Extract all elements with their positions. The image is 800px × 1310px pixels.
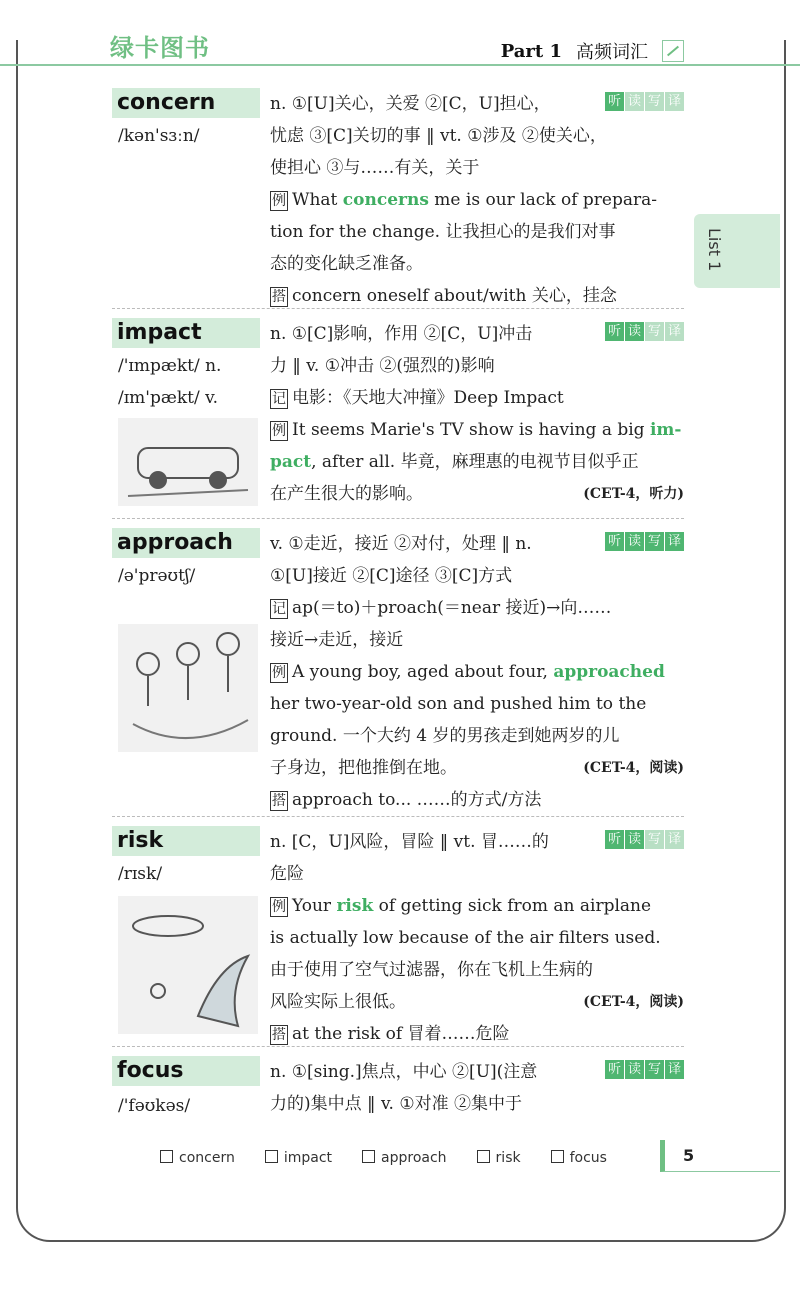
- example: 例 Your risk of getting sick from an airplane: [272, 896, 652, 916]
- example-tag-icon: 例: [272, 193, 286, 209]
- headword: impact: [112, 318, 260, 348]
- memo: 记 ap(＝to)＋proach(＝near 接近)→向……: [272, 598, 612, 618]
- entry-divider: [112, 518, 684, 519]
- practice-badges: 听 读 写 译: [605, 532, 684, 551]
- example: 例 It seems Marie's TV show is having a big im-: [272, 420, 682, 440]
- entry-approach: [112, 528, 684, 808]
- headword: concern: [112, 88, 260, 118]
- entry-divider: [112, 1046, 684, 1047]
- header-rule: [0, 64, 800, 66]
- collocation: 搭 approach to... ……的方式/方法: [272, 790, 542, 810]
- definition: n. ①[sing.]焦点，中心 ②[U](注意 力的)集中点 ‖ v. ①对准 ②集中于: [270, 1062, 538, 1114]
- pronunciation: /kən'sɜːn/: [118, 126, 200, 146]
- pronunciation: /rɪsk/: [118, 864, 163, 884]
- headword: approach: [112, 528, 260, 558]
- practice-badges: 听 读 写 译: [605, 830, 684, 849]
- pencil-icon: [662, 40, 684, 62]
- section-title: 高频词汇: [576, 42, 648, 63]
- shark-illustration: [118, 896, 258, 1034]
- headword: focus: [112, 1056, 260, 1086]
- list-tab[interactable]: List 1: [694, 214, 780, 288]
- pronunciation: /ɪm'pækt/ v.: [118, 388, 219, 408]
- publisher-logo: 绿卡图书: [110, 34, 210, 62]
- running-header: [501, 38, 684, 64]
- memo-tag-icon: 记: [272, 391, 286, 407]
- practice-badges: 听 读 写 译: [605, 92, 684, 111]
- entry-impact: [112, 318, 684, 508]
- example: 例 What concerns me is our lack of prepara-: [272, 190, 657, 210]
- example-tag-icon: 例: [272, 423, 286, 439]
- checklist-item[interactable]: risk: [477, 1150, 521, 1166]
- collocation: 搭 concern oneself about/with 关心，挂念: [272, 286, 617, 306]
- pronunciation: /'ɪmpækt/ n.: [118, 356, 222, 376]
- memo: 记 电影：《天地大冲撞》Deep Impact: [272, 388, 564, 408]
- entry-risk: [112, 826, 684, 1044]
- definition: n. [C，U]风险，冒险 ‖ vt. 冒……的 危险 例 Your risk of getting sick from an airplane is actually low because of the air filters used. 由于使用了空气过滤器，你在飞机上生病的 风险实际上很低。 (CET-4，阅读) 搭 at the risk of 冒着……危险: [270, 826, 684, 1050]
- collocation-tag-icon: 搭: [272, 289, 286, 305]
- collocation-tag-icon: 搭: [272, 793, 286, 809]
- collocation-tag-icon: 搭: [272, 1027, 286, 1043]
- source-label: (CET-4，听力): [583, 486, 684, 502]
- checkbox-icon[interactable]: [160, 1150, 173, 1163]
- children-playing-illustration: [118, 624, 258, 752]
- car-crash-illustration: [118, 418, 258, 506]
- word-checklist: [160, 1150, 607, 1166]
- pronunciation: /'fəʊkəs/: [118, 1096, 191, 1116]
- definition: v. ①走近，接近 ②对付，处理 ‖ n. ①[U]接近 ②[C]途径 ③[C]方式 记 ap(＝to)＋proach(＝near 接近)→向…… 接近→走近，接近 例 A young boy, aged about four, approached her two-year-old son and pushed him to the ground. 一个大约 4 岁的男孩走到她两岁的儿 子身边，把他推倒在地。 (CET-4，阅读) 搭 approach to... ……的方式/方法: [270, 528, 684, 816]
- example-tag-icon: 例: [272, 665, 286, 681]
- headword: risk: [112, 826, 260, 856]
- checklist-item[interactable]: approach: [362, 1150, 447, 1166]
- pronunciation: /ə'prəʊtʃ/: [118, 566, 196, 586]
- example: 例 A young boy, aged about four, approached: [272, 662, 665, 682]
- checkbox-icon[interactable]: [551, 1150, 564, 1163]
- memo-tag-icon: 记: [272, 601, 286, 617]
- checklist-item[interactable]: focus: [551, 1150, 607, 1166]
- definition: n. ①[U]关心，关爱 ②[C，U]担心， 忧虑 ③[C]关切的事 ‖ vt. ①涉及 ②使关心， 使担心 ③与……有关，关于 例 What concerns me is our lack of prepara- tion for the change. 让我担心的是我们对事 态的变化缺乏准备。 搭 concern oneself about/with 关心，挂念: [270, 88, 684, 312]
- entry-focus: [112, 1056, 684, 1126]
- practice-badges: 听 读 写 译: [605, 322, 684, 341]
- collocation: 搭 at the risk of 冒着……危险: [272, 1024, 510, 1044]
- page-number: 5: [660, 1140, 780, 1172]
- part-label: Part 1: [500, 40, 562, 62]
- practice-badges: 听 读 写 译: [605, 1060, 684, 1079]
- entry-divider: [112, 308, 684, 309]
- example-tag-icon: 例: [272, 899, 286, 915]
- entry-concern: [112, 88, 684, 306]
- checklist-item[interactable]: concern: [160, 1150, 235, 1166]
- checkbox-icon[interactable]: [265, 1150, 278, 1163]
- checkbox-icon[interactable]: [477, 1150, 490, 1163]
- definition: n. ①[C]影响，作用 ②[C，U]冲击 力 ‖ v. ①冲击 ②(强烈的)影响 记 电影：《天地大冲撞》Deep Impact 例 It seems Marie's TV show is having a big im- pact, after all. 毕竟，麻理惠的电视节目似乎正 在产生很大的影响。 (CET-4，听力): [270, 318, 684, 510]
- checklist-item[interactable]: impact: [265, 1150, 332, 1166]
- source-label: (CET-4，阅读): [583, 760, 684, 776]
- source-label: (CET-4，阅读): [583, 994, 684, 1010]
- entry-divider: [112, 816, 684, 817]
- checkbox-icon[interactable]: [362, 1150, 375, 1163]
